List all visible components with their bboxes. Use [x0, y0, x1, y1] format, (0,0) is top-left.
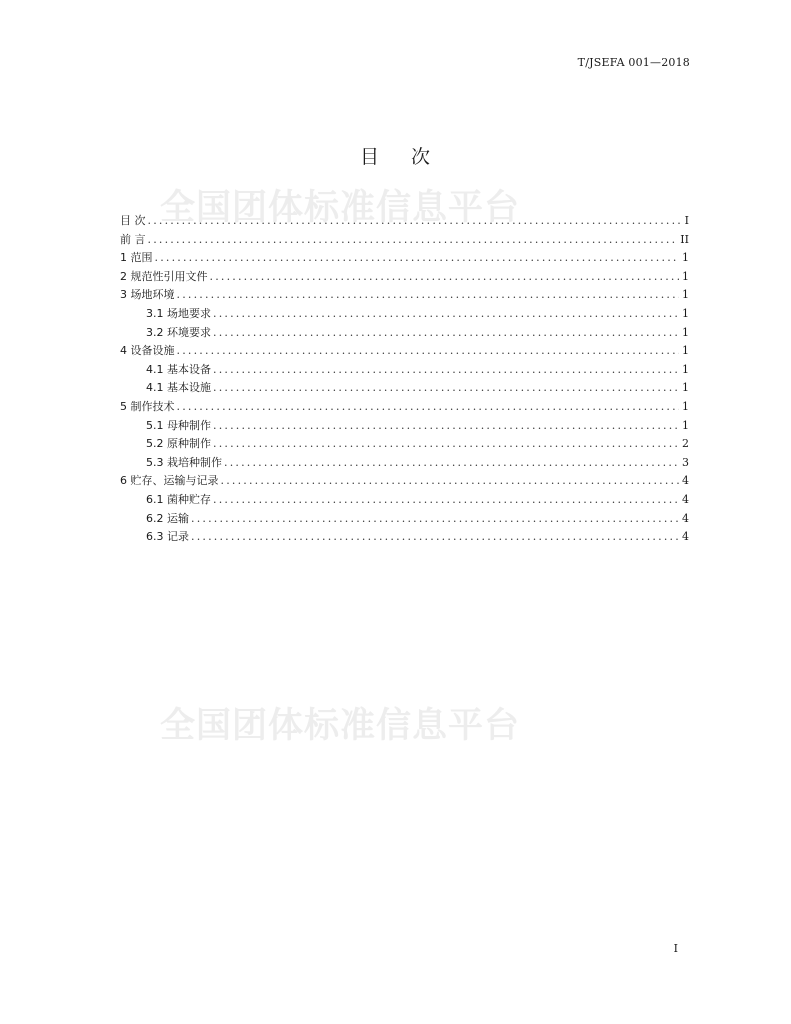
- toc-entry-page: 1: [682, 362, 689, 376]
- toc-entry-label: 2 规范性引用文件: [120, 269, 208, 283]
- standard-code: T/JSEFA 001—2018: [577, 56, 690, 69]
- page-title: 目 次: [359, 146, 432, 168]
- toc-entry-label: 6 贮存、运输与记录: [120, 474, 219, 488]
- toc-entry-page: 1: [682, 381, 689, 395]
- dot-leader: [210, 268, 680, 287]
- watermark: 全国团体标准信息平台: [160, 706, 521, 746]
- toc-entry[interactable]: [120, 324, 689, 343]
- toc-entry-label: 5.2 原种制作: [146, 437, 211, 451]
- toc-entry[interactable]: [120, 231, 689, 250]
- dot-leader: [177, 286, 680, 305]
- toc-entry-label: 6.2 运输: [146, 511, 189, 525]
- toc-entry[interactable]: [120, 361, 689, 380]
- toc-entry-label: 5 制作技术: [120, 399, 175, 413]
- toc-entry-page: 4: [682, 492, 689, 506]
- toc-entry[interactable]: [120, 528, 689, 547]
- toc-entry[interactable]: [120, 305, 689, 324]
- toc-entry-page: 4: [682, 511, 689, 525]
- toc-entry-page: 3: [682, 455, 689, 469]
- dot-leader: [213, 361, 679, 380]
- toc-entry-label: 3.1 场地要求: [146, 306, 211, 320]
- dot-leader: [177, 398, 680, 417]
- watermark: 全国团体标准信息平台: [160, 188, 521, 228]
- toc-entry-label: 目 次: [120, 214, 146, 227]
- toc-entry-page: 1: [682, 325, 689, 339]
- toc-entry-page: 2: [682, 437, 689, 451]
- toc-entry-label: 5.1 母种制作: [146, 418, 211, 432]
- toc-entry-label: 6.3 记录: [146, 530, 189, 544]
- dot-leader: [213, 417, 679, 436]
- toc-entry[interactable]: [120, 491, 689, 510]
- toc-entry-label: 1 范围: [120, 251, 153, 265]
- dot-leader: [148, 231, 678, 250]
- toc-entry[interactable]: [120, 249, 689, 268]
- toc-entry[interactable]: [120, 472, 689, 491]
- dot-leader: [213, 491, 679, 510]
- toc-entry-page: 1: [682, 251, 689, 265]
- dot-leader: [213, 435, 679, 454]
- toc-entry-label: 4 设备设施: [120, 344, 175, 358]
- toc-entry-page: 1: [682, 269, 689, 283]
- table-of-contents: [120, 212, 689, 547]
- toc-entry-label: 5.3 栽培种制作: [146, 455, 222, 469]
- toc-entry-label: 6.1 菌种贮存: [146, 492, 211, 506]
- dot-leader: [148, 212, 682, 231]
- toc-entry-label: 4.1 基本设备: [146, 362, 211, 376]
- toc-entry-label: 前 言: [120, 232, 146, 246]
- toc-entry-label: 4.1 基本设施: [146, 381, 211, 395]
- toc-entry[interactable]: [120, 379, 689, 398]
- toc-entry-page: 1: [682, 344, 689, 358]
- toc-entry[interactable]: [120, 435, 689, 454]
- toc-entry[interactable]: [120, 268, 689, 287]
- dot-leader: [224, 454, 679, 473]
- toc-entry[interactable]: [120, 454, 689, 473]
- dot-leader: [155, 249, 680, 268]
- toc-entry-page: 4: [682, 474, 689, 488]
- toc-entry[interactable]: [120, 398, 689, 417]
- toc-entry-page: II: [680, 232, 689, 246]
- toc-entry[interactable]: [120, 342, 689, 361]
- dot-leader: [191, 510, 679, 529]
- dot-leader: [213, 305, 679, 324]
- dot-leader: [213, 379, 679, 398]
- page-number: I: [673, 942, 678, 955]
- toc-entry-label: 3.2 环境要求: [146, 325, 211, 339]
- dot-leader: [177, 342, 680, 361]
- toc-entry-page: 1: [682, 306, 689, 320]
- dot-leader: [221, 472, 680, 491]
- toc-entry-page: 1: [682, 399, 689, 413]
- toc-entry-page: 1: [682, 288, 689, 302]
- dot-leader: [213, 324, 679, 343]
- toc-entry-page: 1: [682, 418, 689, 432]
- toc-entry[interactable]: [120, 286, 689, 305]
- toc-entry-page: I: [684, 214, 689, 227]
- toc-entry[interactable]: [120, 212, 689, 231]
- dot-leader: [191, 528, 679, 547]
- toc-entry-page: 4: [682, 530, 689, 544]
- toc-entry[interactable]: [120, 417, 689, 436]
- toc-entry-label: 3 场地环境: [120, 288, 175, 302]
- toc-entry[interactable]: [120, 510, 689, 529]
